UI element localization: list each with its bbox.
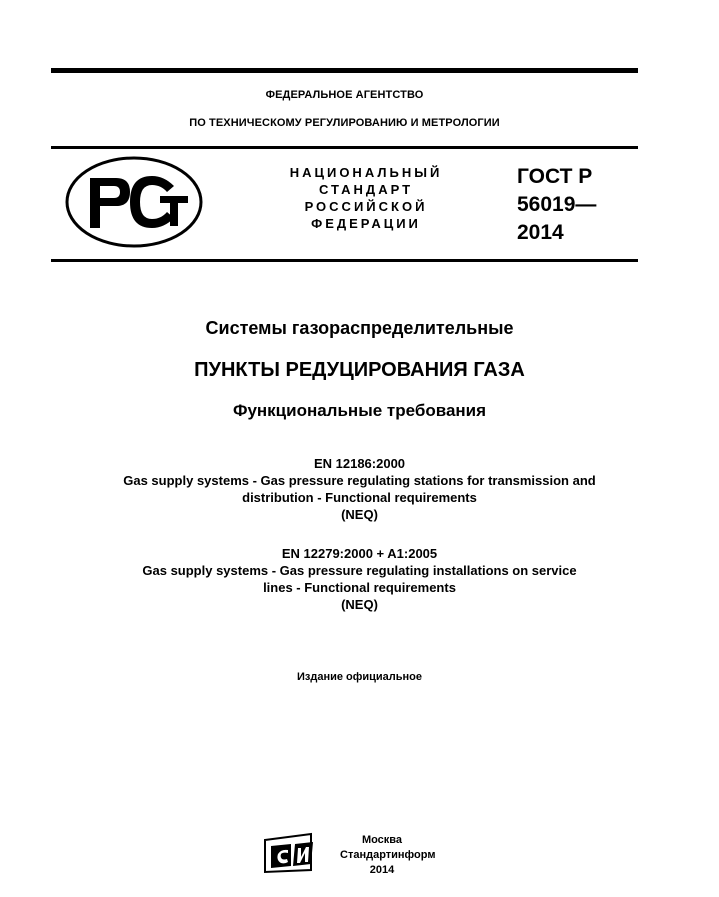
reference-text: lines - Functional requirements (263, 580, 456, 595)
national-standard-label (268, 164, 464, 232)
reference-note: (NEQ) (341, 507, 378, 522)
national-line: РОССИЙСКОЙ (304, 199, 428, 214)
publisher-info (340, 833, 436, 878)
agency-line-2: ПО ТЕХНИЧЕСКОМУ РЕГУЛИРОВАНИЮ И МЕТРОЛОГИИ (189, 117, 500, 129)
gost-line: 2014 (517, 221, 564, 244)
publisher-year: 2014 (369, 864, 395, 876)
reference-text: Gas supply systems - Gas pressure regulating stations for transmission and (123, 473, 596, 488)
reference-code: EN 12186:2000 (313, 456, 406, 471)
national-line: ФЕДЕРАЦИИ (311, 216, 421, 231)
national-line: СТАНДАРТ (318, 182, 414, 197)
reference-text: distribution - Functional requirements (242, 490, 477, 505)
reference-note: (NEQ) (341, 597, 378, 612)
reference-block (0, 455, 719, 523)
agency-line-1: ФЕДЕРАЛЬНОЕ АГЕНТСТВО (265, 89, 424, 101)
publisher-city: Москва (361, 834, 403, 846)
gost-line: ГОСТ Р (517, 165, 593, 188)
gost-number (517, 163, 637, 247)
reference-code: EN 12279:2000 + A1:2005 (281, 546, 438, 561)
edition-label: Издание официальное (296, 671, 423, 683)
reference-text: Gas supply systems - Gas pressure regulating installations on service (142, 563, 577, 578)
top-rule (51, 68, 638, 73)
standartinform-logo-icon (261, 832, 319, 874)
publisher-name: Стандартинформ (340, 849, 436, 861)
rst-logo-icon (64, 156, 204, 248)
national-line: НАЦИОНАЛЬНЫЙ (289, 165, 443, 180)
title-line-2: ПУНКТЫ РЕДУЦИРОВАНИЯ ГАЗА (194, 359, 525, 381)
reference-block (0, 545, 719, 613)
bottom-rule (51, 259, 638, 262)
gost-line: 56019— (517, 193, 597, 216)
middle-rule (51, 146, 638, 149)
title-line-1: Системы газораспределительные (205, 318, 514, 338)
title-line-3: Функциональные требования (232, 401, 487, 420)
